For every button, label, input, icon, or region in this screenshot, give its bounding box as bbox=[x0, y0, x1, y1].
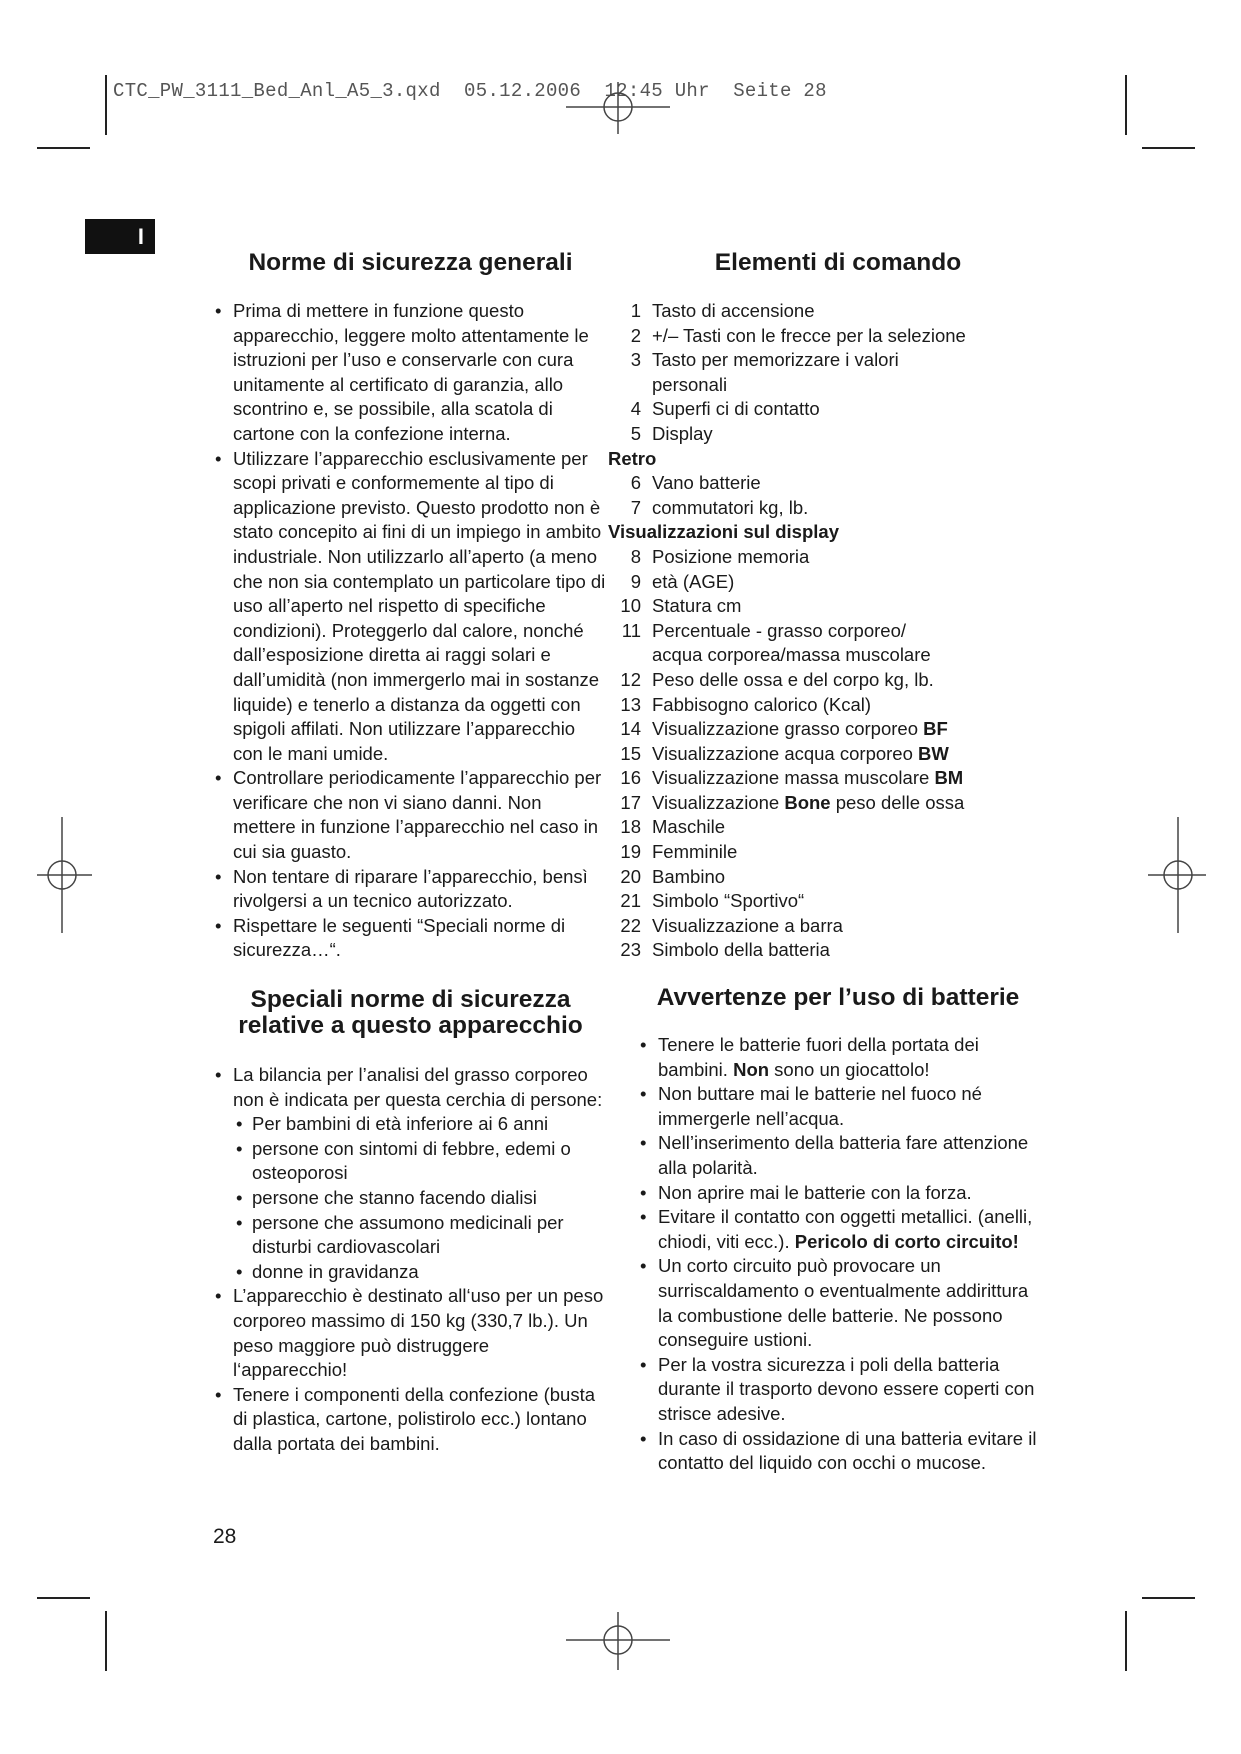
special-safety-heading bbox=[213, 987, 608, 1039]
list-item bbox=[608, 471, 1038, 496]
item-text: Superfi ci di contatto bbox=[652, 398, 820, 420]
list-item bbox=[608, 324, 1038, 349]
item-text: Simbolo della batteria bbox=[652, 939, 830, 961]
registration-mark-icon bbox=[2, 815, 122, 935]
item-number: 2 bbox=[630, 324, 641, 346]
item-text: Visualizzazione acqua corporeo bbox=[652, 742, 919, 764]
item-number: 5 bbox=[630, 422, 641, 444]
battery-warnings-list bbox=[638, 1033, 1038, 1476]
item-number: 21 bbox=[620, 890, 641, 912]
crop-mark bbox=[105, 1611, 107, 1671]
item-number: 11 bbox=[621, 619, 641, 641]
section-label: Retro bbox=[608, 447, 657, 469]
list-item bbox=[608, 570, 1038, 595]
list-item: • Non tentare di riparare l’apparecchio, bensì rivolgersi a un tecnico autorizzato. bbox=[213, 865, 608, 914]
print-slug: CTC_PW_3111_Bed_Anl_A5_3.qxd 05.12.2006 12:45 Uhr Seite 28 bbox=[113, 80, 827, 102]
list-item: • persone che assumono medicinali per disturbi cardiovascolari bbox=[213, 1211, 608, 1260]
list-item bbox=[608, 865, 1038, 890]
crop-mark bbox=[1142, 147, 1195, 149]
special-safety-list bbox=[213, 1063, 608, 1112]
left-column bbox=[213, 250, 608, 1457]
general-safety-heading: Norme di sicurezza generali bbox=[248, 249, 573, 276]
list-item bbox=[608, 914, 1038, 939]
item-text: personali bbox=[652, 373, 728, 395]
item-text: Statura cm bbox=[652, 595, 742, 617]
list-item bbox=[608, 815, 1038, 840]
item-number: 19 bbox=[620, 841, 641, 863]
item-number: 8 bbox=[630, 545, 641, 567]
list-item bbox=[608, 299, 1038, 324]
item-text: Visualizzazione bbox=[652, 791, 785, 813]
item-number: 9 bbox=[630, 570, 641, 592]
battery-warnings-heading: Avvertenze per l’uso di batterie bbox=[656, 984, 1020, 1012]
item-bold: BF bbox=[923, 718, 948, 740]
right-column bbox=[608, 249, 1038, 1476]
list-item bbox=[608, 791, 1038, 816]
section-label: Visualizzazioni sul display bbox=[608, 521, 839, 543]
list-item: • persone che stanno facendo dialisi bbox=[213, 1186, 608, 1211]
list-item bbox=[608, 742, 1038, 767]
general-safety-list bbox=[213, 299, 608, 963]
list-item: • Non aprire mai le batterie con la forza. bbox=[638, 1181, 1038, 1206]
special-safety-list-more bbox=[213, 1284, 608, 1456]
item-text: Percentuale - grasso corporeo/ bbox=[652, 619, 906, 641]
list-item: • Prima di mettere in funzione questo apparecchio, leggere molto attentamente le istruzioni per l’uso e conservarle con cura unitamente al certificato di garanzia, allo scontrino e, se possibile, alla scatola di cartone con la confezione interna. bbox=[213, 299, 608, 447]
list-item: • Utilizzare l’apparecchio esclusivamente per scopi privati e conformemente al tipo di applicazione previsto. Questo prodotto non è stato concepito ai fini di un impiego in ambito industriale. Non utilizzarlo all’aperto (a meno che non sia contemplato un particolare tipo di uso all’aperto nel rispetto di specifiche condizioni). Proteggerlo dal calore, nonché dall’esposizione diretta ai raggi solari e dall’umidità (non immergerlo mai in sostanze liquide) e tenerlo a distanza da oggetti con spigoli affilati. Non utilizzare l’apparecchio con le mani umide. bbox=[213, 447, 608, 767]
list-item bbox=[608, 619, 1038, 668]
item-number: 10 bbox=[620, 595, 641, 617]
heading-line: Speciali norme di sicurezza bbox=[250, 986, 571, 1014]
list-item bbox=[638, 1033, 1038, 1082]
item-bold: Non bbox=[733, 1058, 770, 1080]
item-bold: BW bbox=[918, 742, 949, 764]
item-number: 4 bbox=[630, 398, 641, 420]
item-number: 17 bbox=[620, 791, 641, 813]
item-bold: Pericolo di corto circuito! bbox=[794, 1230, 1019, 1252]
item-text: Bambino bbox=[652, 865, 726, 887]
crop-mark bbox=[1125, 1611, 1127, 1671]
item-text: +/– Tasti con le frecce per la selezione bbox=[652, 324, 966, 346]
list-item bbox=[608, 397, 1038, 422]
item-text: Femminile bbox=[652, 841, 738, 863]
item-number: 18 bbox=[620, 816, 641, 838]
list-item: • Controllare periodicamente l’apparecchio per verificare che non vi siano danni. Non mettere in funzione l’apparecchio nel caso in cui sia guasto. bbox=[213, 766, 608, 864]
list-item bbox=[608, 717, 1038, 742]
list-item: • Tenere i componenti della confezione (busta di plastica, cartone, polistirolo ecc.) lontano dalla portata dei bambini. bbox=[213, 1383, 608, 1457]
list-item: • donne in gravidanza bbox=[213, 1260, 608, 1285]
item-text: acqua corporea/massa muscolare bbox=[652, 644, 931, 666]
item-text: Vano batterie bbox=[652, 472, 761, 494]
list-item bbox=[608, 938, 1038, 963]
list-item: • Per bambini di età inferiore ai 6 anni bbox=[213, 1112, 608, 1137]
list-item bbox=[608, 668, 1038, 693]
heading-line: relative a questo apparecchio bbox=[238, 1012, 583, 1040]
list-item bbox=[608, 422, 1038, 447]
controls-list bbox=[608, 299, 1038, 963]
list-item: • Per la vostra sicurezza i poli della batteria durante il trasporto devono essere coperti con strisce adesive. bbox=[638, 1353, 1038, 1427]
list-item bbox=[608, 693, 1038, 718]
list-item: • Un corto circuito può provocare un surriscaldamento o eventualmente addirittura la combustione delle batterie. Ne possono conseguire ustioni. bbox=[638, 1254, 1038, 1352]
item-text: Simbolo “Sportivo“ bbox=[652, 890, 805, 912]
list-item bbox=[608, 594, 1038, 619]
page-number: 28 bbox=[213, 1525, 237, 1548]
registration-mark-icon bbox=[558, 52, 678, 172]
item-text: Peso delle ossa e del corpo kg, lb. bbox=[652, 668, 934, 690]
item-text: commutatori kg, lb. bbox=[652, 496, 809, 518]
item-bold: BM bbox=[934, 767, 964, 789]
list-item bbox=[638, 1205, 1038, 1254]
item-bold: Bone bbox=[784, 791, 831, 813]
item-number: 16 bbox=[620, 767, 641, 789]
item-number: 22 bbox=[620, 914, 641, 936]
item-text: Tenere le batterie fuori della portata dei bambini. bbox=[658, 1034, 979, 1080]
item-text: Evitare il contatto con oggetti metallici. (anelli, chiodi, viti ecc.). bbox=[658, 1206, 1033, 1252]
item-text: Visualizzazione grasso corporeo bbox=[652, 718, 924, 740]
item-text: sono un giocattolo! bbox=[769, 1058, 930, 1080]
item-number: 13 bbox=[620, 693, 641, 715]
item-number: 15 bbox=[620, 742, 641, 764]
crop-mark bbox=[1142, 1597, 1195, 1599]
list-item: • Nell’inserimento della batteria fare attenzione alla polarità. bbox=[638, 1131, 1038, 1180]
list-item bbox=[608, 348, 1038, 397]
list-item: • persone con sintomi di febbre, edemi o osteoporosi bbox=[213, 1137, 608, 1186]
controls-heading: Elementi di comando bbox=[714, 249, 962, 276]
item-number: 20 bbox=[620, 865, 641, 887]
list-item: • Rispettare le seguenti “Speciali norme di sicurezza…“. bbox=[213, 914, 608, 963]
item-text: Display bbox=[652, 422, 713, 444]
item-number: 14 bbox=[620, 718, 641, 740]
item-text: Visualizzazione a barra bbox=[652, 914, 843, 936]
crop-mark bbox=[37, 1597, 90, 1599]
crop-mark bbox=[105, 75, 107, 135]
item-text: Tasto di accensione bbox=[652, 300, 815, 321]
list-item bbox=[608, 766, 1038, 791]
language-tab: I bbox=[85, 219, 155, 254]
excluded-persons-list bbox=[213, 1112, 608, 1284]
list-item bbox=[608, 545, 1038, 570]
registration-mark-icon bbox=[1118, 815, 1238, 935]
list-item bbox=[608, 889, 1038, 914]
list-item: • Non buttare mai le batterie nel fuoco né immergerle nell’acqua. bbox=[638, 1082, 1038, 1131]
list-item bbox=[608, 496, 1038, 521]
item-text: Posizione memoria bbox=[652, 545, 810, 567]
list-item-text: La bilancia per l’analisi del grasso corporeo non è indicata per questa cerchia di persone: bbox=[233, 1064, 603, 1110]
item-text: Tasto per memorizzare i valori bbox=[652, 349, 899, 371]
item-number: 1 bbox=[630, 300, 641, 321]
item-text: età (AGE) bbox=[652, 570, 735, 592]
item-number: 6 bbox=[630, 472, 641, 494]
list-item bbox=[608, 840, 1038, 865]
item-number: 23 bbox=[620, 939, 641, 961]
list-item bbox=[213, 1063, 608, 1112]
item-text: Maschile bbox=[652, 816, 725, 838]
item-text: peso delle ossa bbox=[830, 791, 965, 813]
item-number: 7 bbox=[630, 496, 641, 518]
list-item: • In caso di ossidazione di una batteria evitare il contatto del liquido con occhi o mucose. bbox=[638, 1427, 1038, 1476]
item-text: Fabbisogno calorico (Kcal) bbox=[652, 693, 872, 715]
list-item: • L’apparecchio è destinato all‘uso per un peso corporeo massimo di 150 kg (330,7 lb.). Un peso maggiore può distruggere l‘apparecchio! bbox=[213, 1284, 608, 1382]
item-text: Visualizzazione massa muscolare bbox=[652, 767, 935, 789]
item-number: 3 bbox=[630, 349, 641, 371]
registration-mark-icon bbox=[558, 1582, 678, 1702]
item-number: 12 bbox=[620, 668, 641, 690]
crop-mark bbox=[37, 147, 90, 149]
crop-mark bbox=[1125, 75, 1127, 135]
